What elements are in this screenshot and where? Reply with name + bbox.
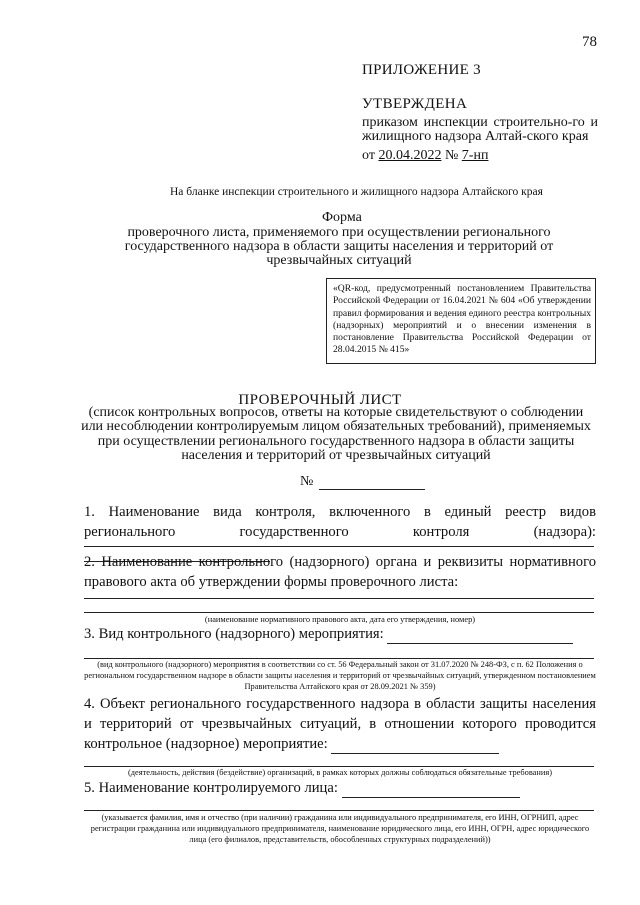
item-4 (84, 694, 596, 754)
number-fill-line[interactable] (319, 475, 425, 490)
item-5-text: 5. Наименование контролируемого лица: (84, 780, 338, 796)
item-4-note: (деятельность, действия (бездействие) организаций, в рамках которых должны соблюдаться обязательные требования) (127, 768, 553, 777)
item-3-note: (вид контрольного (надзорного) мероприятия в соответствии со ст. 56 Федеральный закон от 31.07.2020 № 248-ФЗ, с п. 62 Положения о региональном государственном надзоре в области защиты населения и территорий от чрезвычайных ситуаций, утвержденном постановлением Правительства Алтайского края от 28.09.2021 № 359) (84, 660, 596, 691)
item-5-note: (указывается фамилия, имя и отчество (при наличии) гражданина или индивидуального предпринимателя, его ИНН, ОГРНИП, адрес регистрации гражданина или индивидуального предпринимателя, наименование юридического лица, его ИНН, ОГРН, адрес юридического лица (его филиалов, представительств, обособленных структурных подразделений)) (90, 813, 590, 844)
item-1-extra-line[interactable] (84, 546, 594, 547)
checklist-subtitle: (список контрольных вопросов, ответы на которые свидетельствуют о соблюдении или несоблюдении контролируемым лицом обязательных требований), применяемых при осуществлении регионального государственного надзора в области защиты населения и территорий от чрезвычайных ситуаций (81, 405, 591, 463)
item-5-extra-line[interactable] (84, 810, 594, 811)
approved-heading: УТВЕРЖДЕНА (362, 96, 468, 112)
date-prefix: от (362, 148, 379, 163)
item-3 (84, 624, 596, 644)
item-4-fill-line[interactable] (331, 738, 499, 754)
item-2-line-1[interactable] (84, 598, 594, 599)
checklist-number (300, 474, 425, 490)
qr-code-placeholder-box (326, 278, 596, 364)
approval-order-text: приказом инспекции строительно-го и жилищного надзора Алтай-ского края (362, 115, 598, 144)
letterhead-note: На бланке инспекции строительного и жилищного надзора Алтайского края (170, 186, 543, 198)
item-2-note: (наименование нормативного правового акта, дата его утверждения, номер) (204, 615, 476, 624)
item-2-line-2[interactable] (84, 612, 594, 613)
item-2 (84, 552, 596, 592)
qr-code-text: «QR-код, предусмотренный постановлением Правительства Российской Федерации от 16.04.2021 № 604 «Об утверждении правил формирования и ведения единого реестра контрольных (надзорных) мероприятий и о внесении изменения в постановление Правительства Российской Федерации от 28.04.2015 № 415» (333, 283, 591, 356)
form-title: Форма (322, 210, 362, 225)
item-2-text: 2. Наименование контрольного (надзорного) органа и реквизиты нормативного правового акта об утверждении формы проверочного листа: (84, 554, 596, 590)
order-date-value: 20.04.2022 (378, 148, 442, 163)
item-3-fill-line[interactable] (387, 628, 573, 644)
order-number-value: 7-нп (461, 148, 489, 163)
approval-order-date (362, 148, 488, 164)
checklist-title: ПРОВЕРОЧНЫЙ ЛИСТ (238, 392, 402, 408)
number-prefix: № (441, 148, 462, 163)
item-5-fill-line[interactable] (342, 782, 520, 798)
page-number: 78 (582, 34, 597, 50)
number-sign: № (300, 474, 314, 489)
item-4-text: 4. Объект регионального государственного надзора в области защиты населения и территорий от чрезвычайных ситуаций, в отношении которого проводится контрольное (надзорное) мероприятие: (84, 696, 596, 752)
item-1-text: 1. Наименование вида контроля, включенного в единый реестр видов регионального государственного контроля (надзора): (84, 504, 596, 540)
appendix-title: ПРИЛОЖЕНИЕ 3 (362, 62, 481, 78)
item-3-text: 3. Вид контрольного (надзорного) мероприятия: (84, 626, 384, 642)
form-description: проверочного листа, применяемого при осуществлении регионального государственного надзора в области защиты населения и территорий от чрезвычайных ситуаций (124, 225, 554, 268)
item-5 (84, 778, 596, 798)
